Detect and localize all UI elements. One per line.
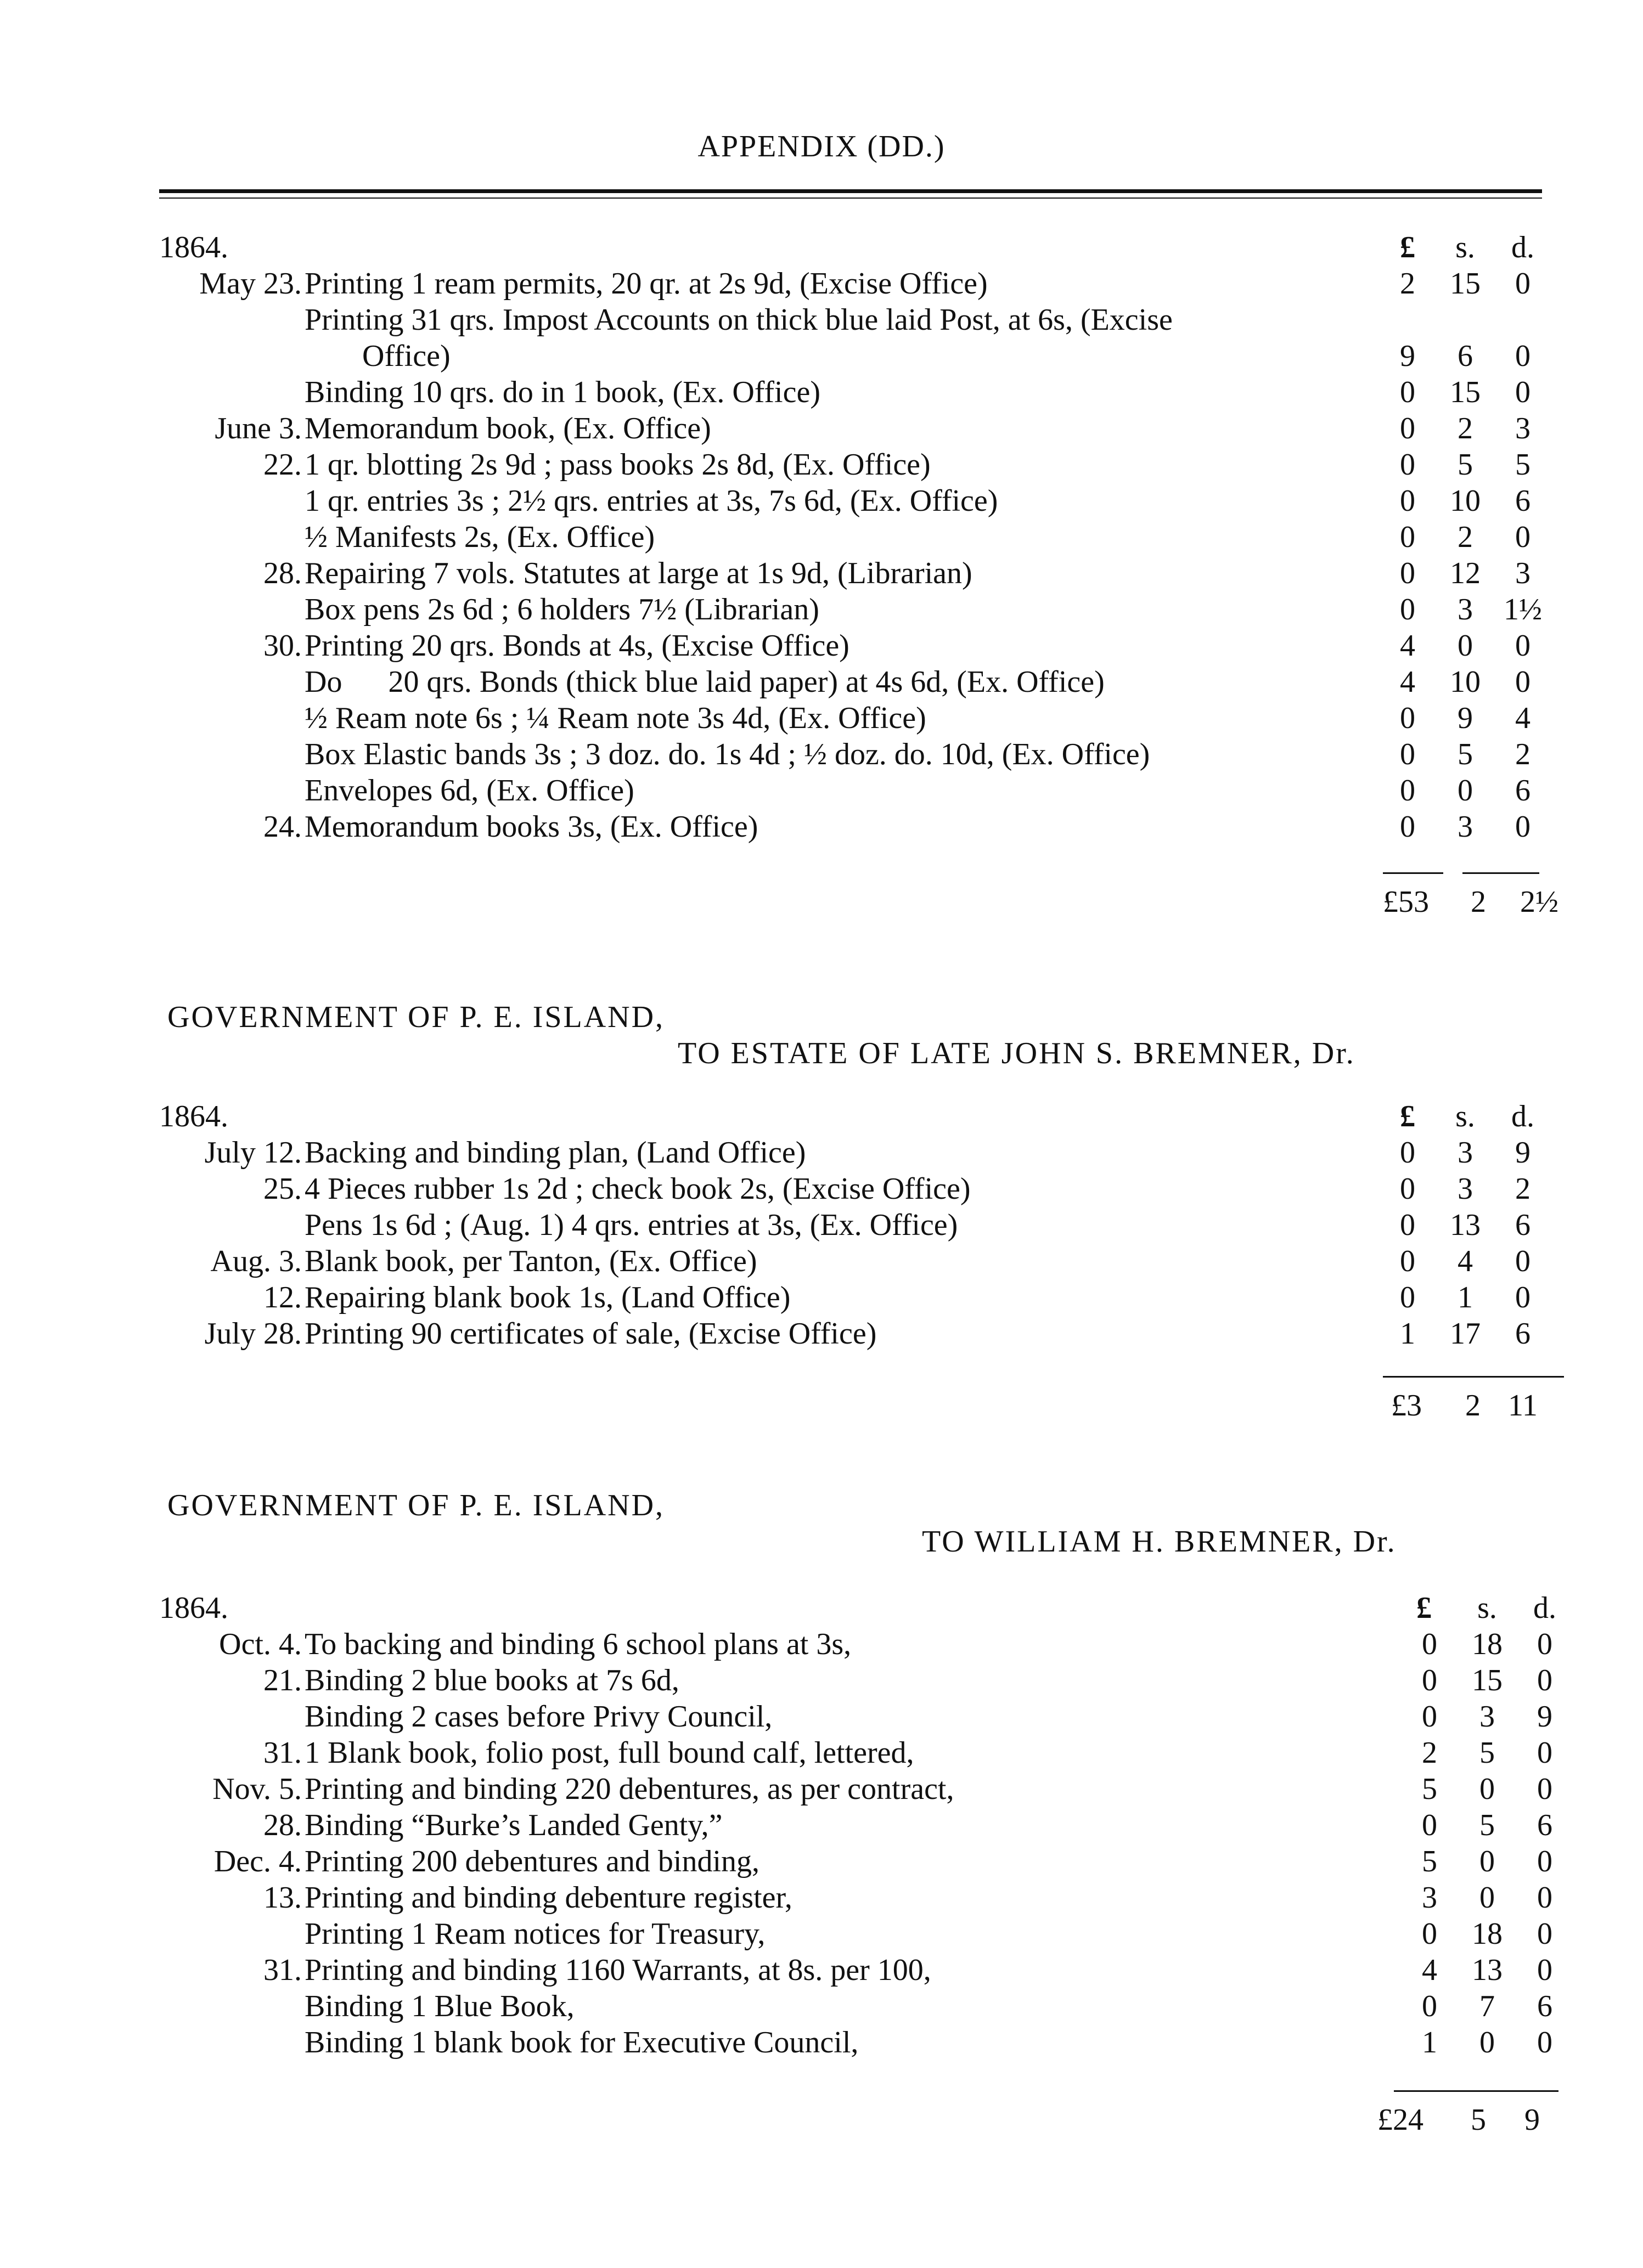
entry-description: Box pens 2s 6d ; 6 holders 7½ (Librarian)	[305, 593, 819, 627]
section-2-total-shillings: 2	[1465, 1389, 1481, 1423]
amount-shillings: 2	[1458, 411, 1473, 445]
entry-date: June 3.	[215, 411, 302, 445]
amount-pence: 0	[1515, 339, 1531, 373]
amount-shillings: 2	[1458, 520, 1473, 554]
amount-shillings: 3	[1458, 593, 1473, 627]
pence-header: d.	[1511, 1099, 1534, 1133]
entry-date: Oct. 4.	[219, 1627, 302, 1661]
entry-description: Printing and binding 220 debentures, as per contract,	[305, 1772, 954, 1806]
amount-pence: 0	[1537, 1881, 1552, 1915]
amount-shillings: 5	[1458, 737, 1473, 771]
entry-description: Repairing blank book 1s, (Land Office)	[305, 1280, 791, 1314]
entry-description: Binding 10 qrs. do in 1 book, (Ex. Office)	[305, 375, 820, 409]
section-3-heading: GOVERNMENT OF P. E. ISLAND,	[167, 1488, 665, 1522]
section-header-row	[159, 229, 1564, 266]
amount-pence: 3	[1515, 411, 1531, 445]
entry-description: Binding “Burke’s Landed Genty,”	[305, 1808, 723, 1842]
entry-description: Binding 2 cases before Privy Council,	[305, 1700, 773, 1734]
amount-pence: 0	[1515, 1280, 1531, 1314]
entry-description: Pens 1s 6d ; (Aug. 1) 4 qrs. entries at 3s, (Ex. Office)	[305, 1208, 958, 1242]
amount-pounds: 0	[1400, 375, 1415, 409]
ledger-row	[159, 1171, 1564, 1207]
ledger-row	[159, 410, 1564, 447]
ledger-row	[159, 1279, 1564, 1316]
amount-pounds: 0	[1400, 411, 1415, 445]
ledger-row	[159, 1662, 1564, 1699]
amount-shillings: 18	[1472, 1627, 1503, 1661]
amount-pence: 0	[1515, 629, 1531, 663]
amount-pence: 2	[1515, 1172, 1531, 1206]
amount-pence: 0	[1537, 1736, 1552, 1770]
section-2-subheading: TO ESTATE OF LATE JOHN S. BREMNER, Dr.	[678, 1036, 1355, 1070]
entry-list	[159, 1626, 1564, 2061]
title-rule-thin	[159, 198, 1542, 199]
section-1-total-pounds: £53	[1383, 885, 1429, 919]
amount-pence: 6	[1537, 1989, 1552, 2023]
amount-pounds: 9	[1400, 339, 1415, 373]
amount-pounds: 2	[1422, 1736, 1437, 1770]
entry-date: 28.	[263, 1808, 302, 1842]
amount-pence: 6	[1537, 1808, 1552, 1842]
entry-date: 25.	[263, 1172, 302, 1206]
shillings-header: s.	[1455, 230, 1475, 264]
amount-pounds: 0	[1400, 810, 1415, 844]
entry-date: Dec. 4.	[213, 1844, 302, 1878]
ledger-row	[159, 2024, 1564, 2061]
section-2-heading: GOVERNMENT OF P. E. ISLAND,	[167, 1000, 665, 1034]
ledger-row	[159, 1952, 1564, 1988]
total-rule	[1383, 872, 1443, 874]
entry-date: 31.	[263, 1736, 302, 1770]
amount-pounds: 0	[1400, 1208, 1415, 1242]
entry-description: To backing and binding 6 school plans at 3s,	[305, 1627, 852, 1661]
amount-shillings: 18	[1472, 1917, 1503, 1951]
ledger-row	[159, 374, 1564, 410]
amount-pence: 9	[1537, 1700, 1552, 1734]
pence-header: d.	[1511, 230, 1534, 264]
ledger-row	[159, 1207, 1564, 1243]
amount-pence: 0	[1515, 810, 1531, 844]
amount-pounds: 0	[1400, 520, 1415, 554]
amount-pounds: 0	[1400, 556, 1415, 590]
amount-shillings: 0	[1458, 629, 1473, 663]
entry-description: Printing 20 qrs. Bonds at 4s, (Excise Office)	[305, 629, 849, 663]
year-label: 1864.	[159, 1591, 228, 1625]
amount-pounds: 5	[1422, 1772, 1437, 1806]
entry-date: 12.	[263, 1280, 302, 1314]
amount-pounds: 0	[1422, 1989, 1437, 2023]
entry-description: Printing and binding debenture register,	[305, 1881, 792, 1915]
entry-description: Backing and binding plan, (Land Office)	[305, 1136, 806, 1170]
amount-shillings: 12	[1450, 556, 1481, 590]
amount-pence: 1½	[1504, 593, 1542, 627]
amount-shillings: 5	[1479, 1736, 1495, 1770]
amount-pounds: 1	[1422, 2026, 1437, 2060]
section-3-total-pence: 9	[1524, 2103, 1540, 2137]
year-label: 1864.	[159, 1099, 228, 1133]
amount-shillings: 5	[1458, 448, 1473, 482]
amount-shillings: 13	[1472, 1953, 1503, 1987]
title-rule	[159, 189, 1542, 193]
ledger-row	[159, 700, 1564, 736]
section-2-total-pounds: £3	[1391, 1389, 1422, 1423]
amount-pence: 0	[1537, 1772, 1552, 1806]
amount-shillings: 0	[1458, 774, 1473, 808]
entry-list	[159, 266, 1564, 845]
amount-shillings: 0	[1479, 1881, 1495, 1915]
entry-date: 24.	[263, 810, 302, 844]
ledger-row	[159, 338, 1564, 374]
ledger-row	[159, 519, 1564, 555]
ledger-row	[159, 1699, 1564, 1735]
entry-description: Office)	[362, 339, 451, 373]
amount-pounds: 0	[1400, 484, 1415, 518]
ledger-row	[159, 1243, 1564, 1279]
amount-shillings: 15	[1472, 1663, 1503, 1697]
amount-pence: 0	[1537, 1953, 1552, 1987]
section-header-row	[159, 1590, 1564, 1626]
entry-description: 1 qr. blotting 2s 9d ; pass books 2s 8d, (Ex. Office)	[305, 448, 931, 482]
entry-date: May 23.	[199, 267, 302, 301]
entry-description: Printing 1 ream permits, 20 qr. at 2s 9d, (Excise Office)	[305, 267, 988, 301]
amount-pence: 0	[1537, 1917, 1552, 1951]
entry-description: Envelopes 6d, (Ex. Office)	[305, 774, 634, 808]
amount-pence: 5	[1515, 448, 1531, 482]
entry-description: 4 Pieces rubber 1s 2d ; check book 2s, (Excise Office)	[305, 1172, 971, 1206]
amount-pounds: 1	[1400, 1317, 1415, 1351]
entry-description: Memorandum books 3s, (Ex. Office)	[305, 810, 758, 844]
amount-pence: 9	[1515, 1136, 1531, 1170]
entry-date: Aug. 3.	[210, 1244, 302, 1278]
amount-pounds: 0	[1400, 737, 1415, 771]
shillings-header: s.	[1455, 1099, 1475, 1133]
ledger-row	[159, 1316, 1564, 1352]
entry-description: Printing and binding 1160 Warrants, at 8s. per 100,	[305, 1953, 931, 1987]
amount-pence: 0	[1515, 1244, 1531, 1278]
total-rule	[1394, 2090, 1558, 2092]
amount-pounds: 5	[1422, 1844, 1437, 1878]
ledger-row	[159, 1771, 1564, 1807]
account-section-2	[159, 1098, 1564, 1352]
ledger-row	[159, 1843, 1564, 1880]
amount-pounds: 0	[1400, 701, 1415, 735]
entry-date: July 28.	[204, 1317, 302, 1351]
amount-shillings: 0	[1479, 1844, 1495, 1878]
ledger-row	[159, 302, 1564, 338]
amount-pence: 0	[1515, 520, 1531, 554]
page-title: APPENDIX (DD.)	[697, 129, 946, 163]
entry-date: 13.	[263, 1881, 302, 1915]
amount-pence: 0	[1537, 2026, 1552, 2060]
amount-pounds: 0	[1400, 1172, 1415, 1206]
amount-shillings: 10	[1450, 665, 1481, 699]
amount-shillings: 5	[1479, 1808, 1495, 1842]
entry-description: Box Elastic bands 3s ; 3 doz. do. 1s 4d ; ½ doz. do. 10d, (Ex. Office)	[305, 737, 1150, 771]
amount-pence: 6	[1515, 1208, 1531, 1242]
entry-description: ½ Manifests 2s, (Ex. Office)	[305, 520, 655, 554]
amount-pounds: 0	[1400, 1244, 1415, 1278]
entry-description: ½ Ream note 6s ; ¼ Ream note 3s 4d, (Ex. Office)	[305, 701, 926, 735]
amount-pence: 6	[1515, 1317, 1531, 1351]
entry-date: 28.	[263, 556, 302, 590]
entry-description: Binding 1 blank book for Executive Council,	[305, 2026, 859, 2060]
amount-shillings: 3	[1479, 1700, 1495, 1734]
account-section-1	[159, 229, 1564, 845]
shillings-header: s.	[1477, 1591, 1497, 1625]
amount-shillings: 0	[1479, 1772, 1495, 1806]
amount-pence: 0	[1537, 1844, 1552, 1878]
amount-shillings: 15	[1450, 267, 1481, 301]
section-header-row	[159, 1098, 1564, 1135]
ledger-row	[159, 1880, 1564, 1916]
amount-pounds: 0	[1400, 1136, 1415, 1170]
amount-pounds: 0	[1400, 774, 1415, 808]
ledger-row	[159, 809, 1564, 845]
ledger-row	[159, 591, 1564, 628]
amount-pounds: 0	[1422, 1700, 1437, 1734]
ledger-row	[159, 1988, 1564, 2024]
amount-pence: 0	[1515, 375, 1531, 409]
entry-description: Printing 1 Ream notices for Treasury,	[305, 1917, 766, 1951]
amount-pence: 0	[1537, 1663, 1552, 1697]
amount-shillings: 0	[1479, 2026, 1495, 2060]
entry-description: Binding 2 blue books at 7s 6d,	[305, 1663, 679, 1697]
ledger-row	[159, 628, 1564, 664]
amount-pence: 6	[1515, 774, 1531, 808]
entry-description: 1 qr. entries 3s ; 2½ qrs. entries at 3s, 7s 6d, (Ex. Office)	[305, 484, 998, 518]
ledger-row	[159, 736, 1564, 772]
pounds-header: £	[1400, 1099, 1415, 1133]
amount-pence: 4	[1515, 701, 1531, 735]
amount-shillings: 10	[1450, 484, 1481, 518]
amount-pence: 0	[1515, 267, 1531, 301]
amount-pounds: 3	[1422, 1881, 1437, 1915]
ledger-row	[159, 483, 1564, 519]
amount-pence: 6	[1515, 484, 1531, 518]
total-rule	[1462, 872, 1539, 874]
ledger-row	[159, 1807, 1564, 1843]
amount-shillings: 7	[1479, 1989, 1495, 2023]
amount-shillings: 3	[1458, 810, 1473, 844]
section-3-total-shillings: 5	[1471, 2103, 1486, 2137]
entry-description: Binding 1 Blue Book,	[305, 1989, 575, 2023]
entry-description: Memorandum book, (Ex. Office)	[305, 411, 711, 445]
ledger-row	[159, 447, 1564, 483]
section-3-subheading: TO WILLIAM H. BREMNER, Dr.	[922, 1525, 1397, 1559]
amount-pounds: 0	[1422, 1627, 1437, 1661]
section-1-total-pence: 2½	[1520, 885, 1558, 919]
entry-date: Nov. 5.	[212, 1772, 302, 1806]
entry-date: 21.	[263, 1663, 302, 1697]
amount-pounds: 4	[1400, 665, 1415, 699]
amount-pounds: 0	[1422, 1808, 1437, 1842]
amount-pounds: 0	[1422, 1663, 1437, 1697]
ledger-row	[159, 266, 1564, 302]
amount-shillings: 13	[1450, 1208, 1481, 1242]
ledger-row	[159, 555, 1564, 591]
account-section-3	[159, 1590, 1564, 2061]
entry-date: 30.	[263, 629, 302, 663]
ledger-row	[159, 1135, 1564, 1171]
amount-pounds: 4	[1422, 1953, 1437, 1987]
amount-pence: 2	[1515, 737, 1531, 771]
entry-list	[159, 1135, 1564, 1352]
ledger-row	[159, 1626, 1564, 1662]
entry-description: 1 Blank book, folio post, full bound calf, lettered,	[305, 1736, 914, 1770]
pounds-header: £	[1400, 230, 1415, 264]
total-rule	[1383, 1376, 1564, 1378]
entry-date: 31.	[263, 1953, 302, 1987]
amount-shillings: 3	[1458, 1172, 1473, 1206]
amount-pence: 0	[1515, 665, 1531, 699]
section-2-total-pence: 11	[1508, 1389, 1538, 1423]
ledger-row	[159, 1735, 1564, 1771]
amount-shillings: 17	[1450, 1317, 1481, 1351]
year-label: 1864.	[159, 230, 228, 264]
amount-shillings: 9	[1458, 701, 1473, 735]
entry-date: 22.	[263, 448, 302, 482]
entry-description: Blank book, per Tanton, (Ex. Office)	[305, 1244, 757, 1278]
amount-pounds: 0	[1400, 1280, 1415, 1314]
entry-description: Printing 31 qrs. Impost Accounts on thick blue laid Post, at 6s, (Excise	[305, 303, 1173, 337]
amount-pounds: 2	[1400, 267, 1415, 301]
amount-shillings: 3	[1458, 1136, 1473, 1170]
ledger-row	[159, 664, 1564, 700]
amount-pounds: 0	[1400, 593, 1415, 627]
amount-pence: 3	[1515, 556, 1531, 590]
section-1-total-shillings: 2	[1471, 885, 1486, 919]
pence-header: d.	[1533, 1591, 1556, 1625]
amount-shillings: 6	[1458, 339, 1473, 373]
entry-description: Printing 200 debentures and binding,	[305, 1844, 760, 1878]
amount-pounds: 0	[1400, 448, 1415, 482]
amount-shillings: 15	[1450, 375, 1481, 409]
amount-pounds: 0	[1422, 1917, 1437, 1951]
entry-date: July 12.	[204, 1136, 302, 1170]
amount-shillings: 1	[1458, 1280, 1473, 1314]
ledger-row	[159, 1916, 1564, 1952]
entry-description: Do 20 qrs. Bonds (thick blue laid paper) at 4s 6d, (Ex. Office)	[305, 665, 1105, 699]
pounds-header: £	[1416, 1591, 1432, 1625]
amount-pounds: 4	[1400, 629, 1415, 663]
ledger-row	[159, 772, 1564, 809]
section-3-total-pounds: £24	[1377, 2103, 1423, 2137]
entry-description: Repairing 7 vols. Statutes at large at 1s 9d, (Librarian)	[305, 556, 972, 590]
amount-pence: 0	[1537, 1627, 1552, 1661]
amount-shillings: 4	[1458, 1244, 1473, 1278]
entry-description: Printing 90 certificates of sale, (Excise Office)	[305, 1317, 877, 1351]
